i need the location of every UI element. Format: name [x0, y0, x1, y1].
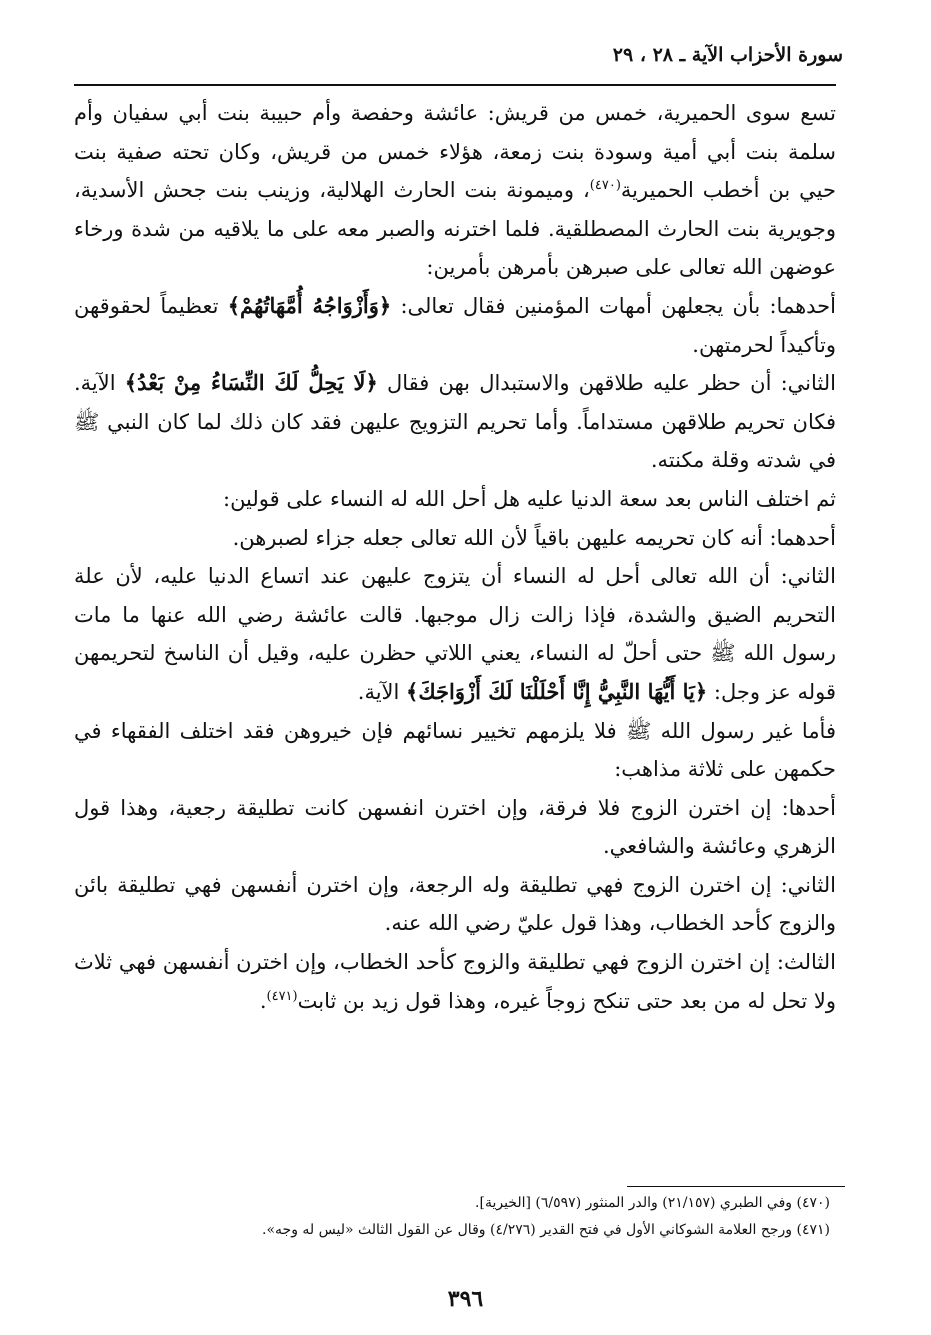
paragraph-3	[74, 364, 836, 480]
paragraph-1	[74, 94, 836, 287]
paragraph-7	[74, 712, 836, 789]
footnote-470: (٤٧٠) وفي الطبري (٢١/١٥٧) والدر المنثور (٦/٥٩٧) [الخيرية].	[475, 1195, 830, 1211]
paragraph-text: .	[259, 988, 267, 1013]
footnote-471: (٤٧١) ورجح العلامة الشوكاني الأول في فتح القدير (٤/٢٧٦) وقال عن القول الثالث «ليس له وجه».	[262, 1222, 830, 1238]
paragraph-text: تسع سوى الحميرية، خمس من قريش: عائشة وحفصة وأم حبيبة بنت أبي سفيان وأم سلمة بنت أبي أمية وسودة بنت زمعة، هؤلاء خمس من قريش، وكان تحته صفية بنت حيي بن أخطب الحميرية	[74, 101, 836, 203]
quran-verse: ﴿لَا يَحِلُّ لَكَ النِّسَاءُ مِنْ بَعْدُ﴾	[124, 370, 378, 396]
paragraph-9	[74, 866, 836, 943]
footnote-rule	[627, 1186, 845, 1187]
paragraph-text: الآية. فكان تحريم طلاقهن مستداماً. وأما تحريم التزويج عليهن فقد كان ذلك لما كان النبي ﷺ في شدته وقلة مكنته.	[74, 371, 836, 473]
page-number: ٣٩٦	[447, 1286, 484, 1312]
paragraph-6	[74, 557, 836, 711]
footnote-ref-471[interactable]: (٤٧١)	[266, 988, 298, 1004]
footnotes	[90, 1190, 830, 1244]
paragraph-text: الثاني: أن الله تعالى أحل له النساء أن يتزوج عليهن عند اتساع الدنيا عليه، لأن علة التحريم الضيق والشدة، فإذا زالت زال موجبها. قالت عائشة رضي الله عنها ما مات رسول الله ﷺ حتى أحلّ له النساء، يعني اللاتي حظرن عليه، وقيل أن الناسخ لتحريمهن قوله عز وجل:	[74, 564, 836, 704]
paragraph-text: فأما غير رسول الله ﷺ فلا يلزمهم تخيير نسائهم فإن خيروهن فقد اختلف الفقهاء في حكمهن على ثلاثة مذاهب:	[74, 718, 836, 782]
paragraph-text: أحدها: إن اخترن الزوج فلا فرقة، وإن اخترن انفسهن كانت تطليقة رجعية، وهذا قول الزهري وعائشة والشافعي.	[74, 795, 836, 859]
paragraph-2	[74, 287, 836, 364]
paragraph-text: ، وميمونة بنت الحارث الهلالية، وزينب بنت جحش الأسدية، وجويرية بنت الحارث المصطلقية. فلما اخترنه والصبر معه على ما يلاقيه من شدة ورخاء عوضهن الله تعالى على صبرهن بأمرهن بأمرين:	[74, 178, 836, 280]
paragraph-8	[74, 789, 836, 866]
header-rule	[74, 84, 836, 86]
paragraph-text: أحدهما: أنه كان تحريمه عليهن باقياً لأن الله تعالى جعله جزاء لصبرهن.	[232, 525, 836, 550]
paragraph-text: أحدهما: بأن يجعلهن أمهات المؤمنين فقال تعالى:	[391, 293, 836, 318]
paragraph-text: الثاني: أن حظر عليه طلاقهن والاستبدال بهن فقال	[377, 371, 836, 396]
paragraph-text: تعظيماً لحقوقهن وتأكيداً لحرمتهن.	[74, 293, 836, 357]
paragraph-text: الآية.	[357, 679, 407, 704]
quran-verse: ﴿وَأَزْوَاجُهُ أُمَّهَاتُهُمْ﴾	[227, 292, 392, 318]
quran-verse: ﴿يَا أَيُّهَا النَّبِيُّ إِنَّا أَحْلَلْنَا لَكَ أَزْوَاجَكَ﴾	[406, 678, 708, 704]
paragraph-4	[74, 480, 836, 519]
running-head: سورة الأحزاب الآية ـ ٢٨ ، ٢٩	[612, 44, 843, 66]
paragraph-text: الثاني: إن اخترن الزوج فهي تطليقة وله الرجعة، وإن اخترن أنفسهن فهي تطليقة بائن والزوج كأحد الخطاب، وهذا قول عليّ رضي الله عنه.	[74, 872, 836, 936]
paragraph-text: ثم اختلف الناس بعد سعة الدنيا عليه هل أحل الله له النساء على قولين:	[223, 486, 836, 511]
paragraph-10	[74, 943, 836, 1020]
paragraph-5	[74, 519, 836, 558]
body-text	[74, 94, 836, 1020]
footnote-ref-470[interactable]: (٤٧٠)	[589, 178, 621, 194]
paragraph-text: الثالث: إن اخترن الزوج فهي تطليقة والزوج كأحد الخطاب، وإن اخترن أنفسهن فهي ثلاث ولا تحل له من بعد حتى تنكح زوجاً غيره، وهذا قول زيد بن ثابت	[74, 950, 836, 1013]
